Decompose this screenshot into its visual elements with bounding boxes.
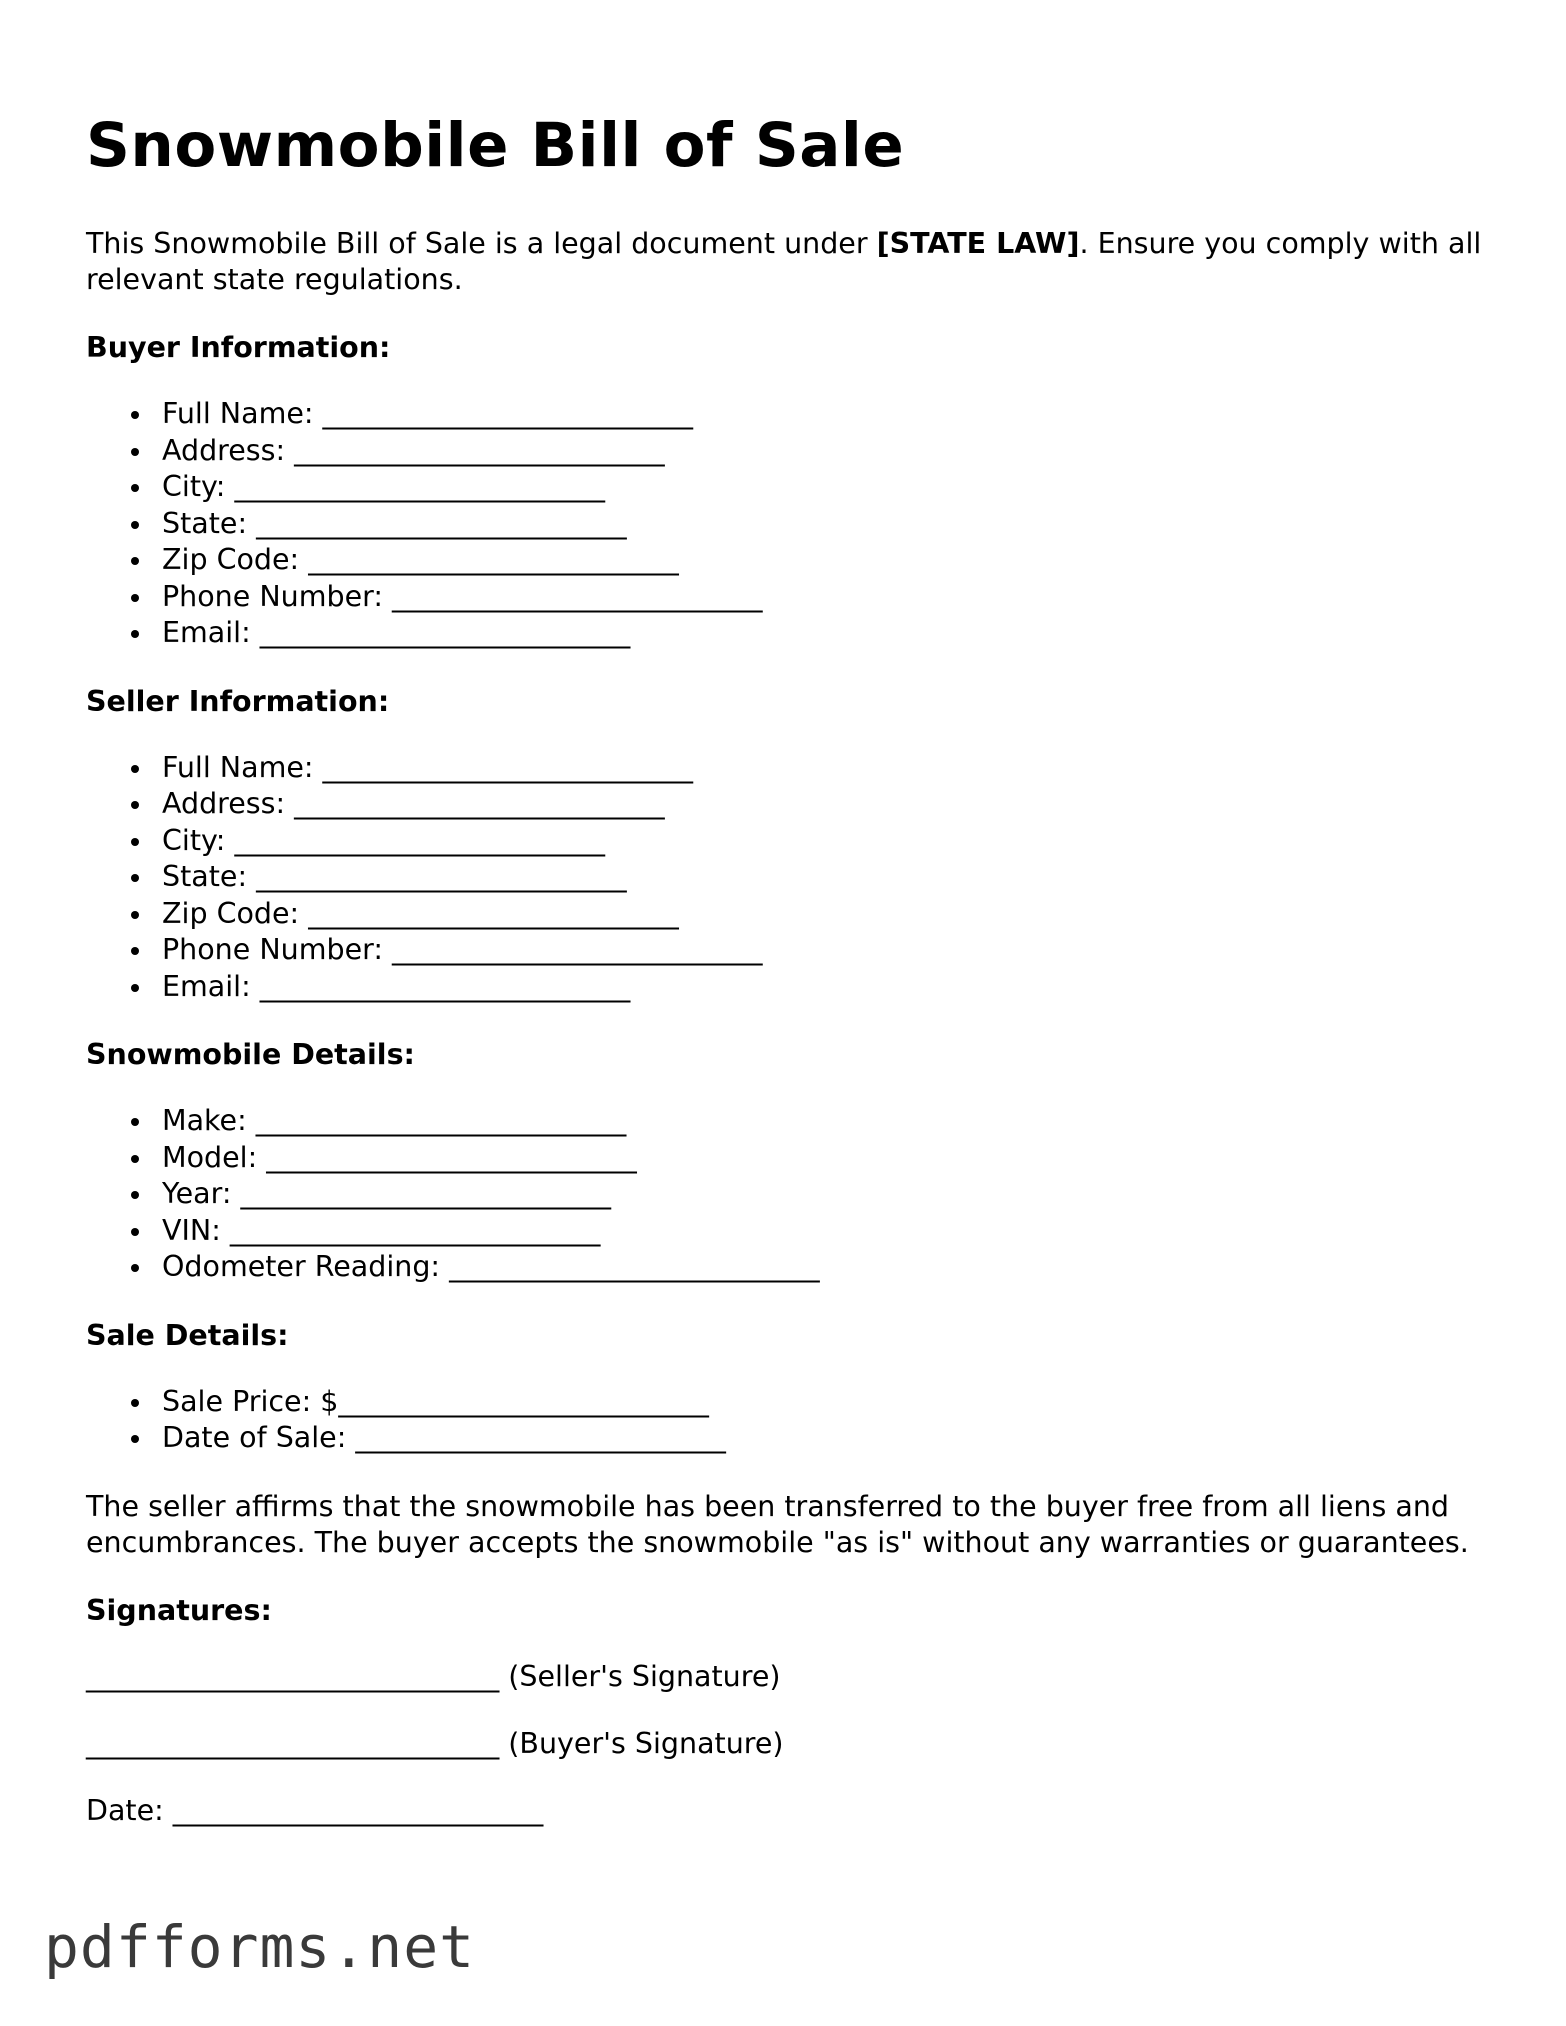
- buyer-state-field[interactable]: State: __________________________: [162, 506, 1486, 543]
- vin-field[interactable]: VIN: __________________________: [162, 1213, 1486, 1250]
- buyer-city-field[interactable]: City: __________________________: [162, 469, 1486, 506]
- document-title: Snowmobile Bill of Sale: [86, 110, 905, 181]
- signature-date-field[interactable]: Date: __________________________: [86, 1793, 544, 1827]
- snowmobile-fields: [86, 1103, 1486, 1286]
- year-field[interactable]: Year: __________________________: [162, 1176, 1486, 1213]
- buyer-zip-field[interactable]: Zip Code: __________________________: [162, 542, 1486, 579]
- seller-full-name-field[interactable]: Full Name: __________________________: [162, 750, 1486, 787]
- seller-phone-field[interactable]: Phone Number: __________________________: [162, 932, 1486, 969]
- snowmobile-heading: Snowmobile Details:: [86, 1038, 415, 1071]
- intro-text-after: . Ensure you comply with all relevant state regulations.: [86, 227, 1482, 296]
- seller-zip-field[interactable]: Zip Code: __________________________: [162, 896, 1486, 933]
- seller-city-field[interactable]: City: __________________________: [162, 823, 1486, 860]
- model-field[interactable]: Model: __________________________: [162, 1140, 1486, 1177]
- sale-fields: [86, 1384, 1486, 1457]
- buyer-fields: [86, 396, 1486, 652]
- seller-email-field[interactable]: Email: __________________________: [162, 969, 1486, 1006]
- buyer-full-name-field[interactable]: Full Name: __________________________: [162, 396, 1486, 433]
- state-law-placeholder: [STATE LAW]: [876, 227, 1080, 260]
- buyer-phone-field[interactable]: Phone Number: __________________________: [162, 579, 1486, 616]
- intro-text-before: This Snowmobile Bill of Sale is a legal document under: [86, 227, 877, 260]
- seller-heading: Seller Information:: [86, 684, 390, 718]
- seller-signature-line[interactable]: _____________________________ (Seller's Signature): [86, 1659, 781, 1693]
- buyer-address-field[interactable]: Address: __________________________: [162, 433, 1486, 470]
- document-page: [86, 110, 1486, 1860]
- buyer-email-field[interactable]: Email: __________________________: [162, 615, 1486, 652]
- intro-paragraph: [86, 226, 1486, 298]
- sale-price-field[interactable]: Sale Price: $__________________________: [162, 1384, 1486, 1421]
- seller-fields: [86, 750, 1486, 1006]
- buyer-signature-line[interactable]: _____________________________ (Buyer's Signature): [86, 1726, 784, 1760]
- seller-address-field[interactable]: Address: __________________________: [162, 786, 1486, 823]
- affirmation-paragraph: The seller affirms that the snowmobile has been transferred to the buyer free from all liens and encumbrances. The buyer accepts the snowmobile "as is" without any warranties or guarantees.: [86, 1489, 1469, 1559]
- sale-date-field[interactable]: Date of Sale: __________________________: [162, 1420, 1486, 1457]
- seller-state-field[interactable]: State: __________________________: [162, 859, 1486, 896]
- buyer-heading: Buyer Information:: [86, 331, 391, 364]
- sale-heading: Sale Details:: [86, 1318, 289, 1352]
- signatures-heading: Signatures:: [86, 1593, 272, 1627]
- odometer-field[interactable]: Odometer Reading: __________________________: [162, 1249, 1486, 1286]
- make-field[interactable]: Make: __________________________: [162, 1103, 1486, 1140]
- watermark-logo: pdfforms.net: [44, 1913, 476, 1981]
